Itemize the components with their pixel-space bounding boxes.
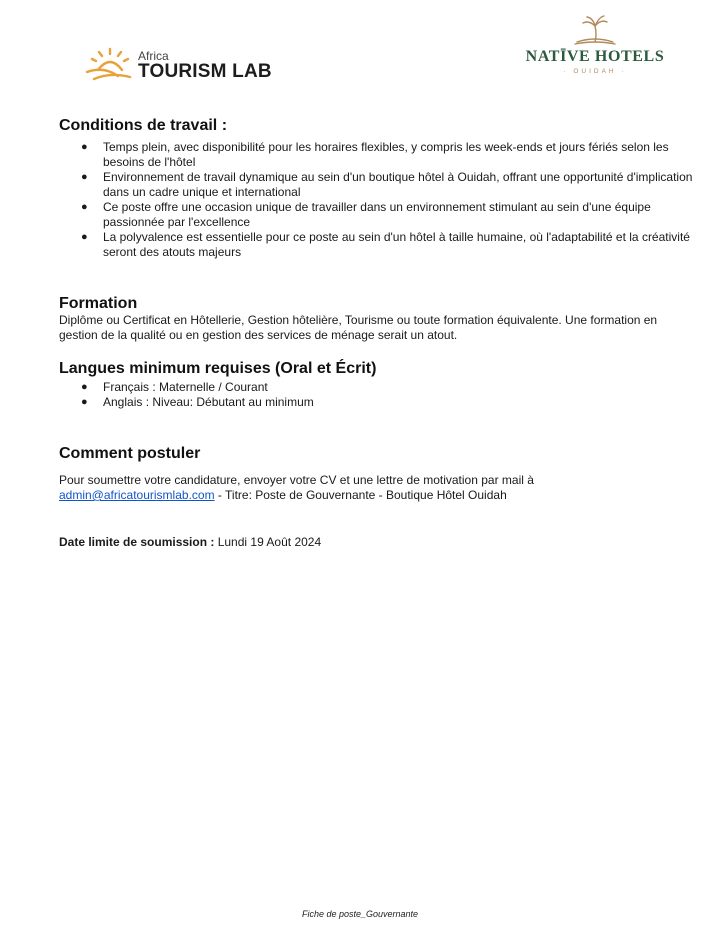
conditions-list <box>59 140 699 260</box>
postuler-text: Pour soumettre votre candidature, envoyer votre CV et une lettre de motivation par mail à admin@africatourismlab.com - Titre: Poste de Gouvernante - Boutique Hôtel Ouidah <box>59 473 534 502</box>
logo-text-ouidah: · OUIDAH · <box>563 68 627 75</box>
list-item: ● La polyvalence est essentielle pour ce poste au sein d'un hôtel à taille humaine, où l'adaptabilité et la créativité seront des atouts majeurs <box>81 230 690 259</box>
section-title-formation: Formation <box>59 295 138 312</box>
sun-logo-icon <box>84 46 136 84</box>
list-item: ● Environnement de travail dynamique au sein d'un boutique hôtel à Ouidah, offrant une opportunité d'implication dans un cadre unique et international <box>81 170 693 199</box>
postuler-suffix: - Titre: Poste de Gouvernante - Boutique Hôtel Ouidah <box>214 488 507 502</box>
palm-tree-logo-icon <box>573 14 617 46</box>
formation-text: Diplôme ou Certificat en Hôtellerie, Gestion hôtelière, Tourisme ou toute formation équivalente. Une formation en gestion de la qualité ou en gestion des services de ménage serait un atout. <box>59 313 658 342</box>
bullet-icon: ● <box>81 201 88 213</box>
bullet-icon: ● <box>81 171 88 183</box>
bullet-icon: ● <box>81 396 88 408</box>
page-footer: Fiche de poste_Gouvernante <box>301 909 419 919</box>
section-postuler <box>59 445 699 503</box>
list-item: ● Ce poste offre une occasion unique de travailler dans un environnement stimulant au sein d'une équipe passionnée par l'excellence <box>81 200 651 229</box>
section-formation <box>59 295 699 343</box>
section-title-postuler: Comment postuler <box>59 445 201 462</box>
document-body <box>59 117 699 550</box>
bullet-icon: ● <box>81 141 88 153</box>
native-hotels-logo <box>520 14 670 86</box>
deadline-value: Lundi 19 Août 2024 <box>214 535 322 549</box>
email-link[interactable]: admin@africatourismlab.com <box>59 488 215 502</box>
list-item: ● Français : Maternelle / Courant <box>81 380 268 394</box>
langues-list <box>59 380 699 410</box>
deadline-label: Date limite de soumission : <box>59 535 215 549</box>
list-item: ● Temps plein, avec disponibilité pour les horaires flexibles, y compris les week-ends et jours fériés selon les besoins de l'hôtel <box>81 140 669 169</box>
logo-text-africa: Africa <box>138 49 169 63</box>
section-title-conditions: Conditions de travail : <box>59 117 228 134</box>
logo-text-native-hotels: NATĪVE HOTELS <box>525 48 665 65</box>
deadline-line <box>59 535 699 550</box>
bullet-icon: ● <box>81 231 88 243</box>
bullet-icon: ● <box>81 381 88 393</box>
list-item: ● Anglais : Niveau: Débutant au minimum <box>81 395 314 409</box>
section-langues <box>59 360 699 410</box>
section-title-langues: Langues minimum requises (Oral et Écrit) <box>59 360 377 377</box>
logo-text-tourism-lab: TOURISM LAB <box>138 61 272 82</box>
africa-tourism-lab-logo <box>84 44 274 86</box>
section-conditions <box>59 117 699 260</box>
